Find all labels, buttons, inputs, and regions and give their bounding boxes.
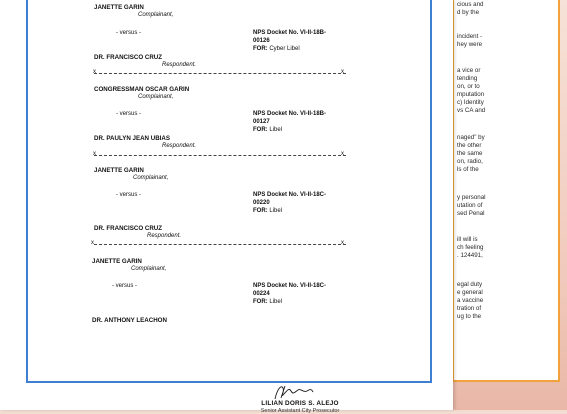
separator-end: x: [341, 240, 344, 246]
separator-line: [94, 155, 346, 156]
respondent-role: Respondent.: [147, 233, 182, 239]
docket-number-cont: 00127: [253, 119, 270, 125]
for-label: FOR:: [253, 299, 268, 305]
versus-label: - versus -: [116, 192, 142, 198]
offense-line: [253, 46, 300, 53]
versus-label: - versus -: [116, 30, 142, 36]
back-page-line: a vaccine: [457, 297, 484, 304]
docket-number: NPS Docket No. VI-II-18B-: [253, 30, 327, 36]
back-page-line: the other: [457, 142, 482, 149]
back-page-line: naged" by: [457, 134, 485, 141]
back-page-line: the same: [457, 150, 483, 157]
separator-end: x: [341, 151, 344, 157]
offense-value: Libel: [269, 299, 283, 305]
complainant-role: Complainant,: [138, 12, 174, 18]
docket-number-cont: 00224: [253, 291, 270, 297]
respondent-role: Respondent.: [162, 143, 197, 149]
signature-scribble-icon: [245, 382, 355, 402]
offense-value: Libel: [269, 208, 283, 214]
for-label: FOR:: [253, 127, 268, 133]
back-page-line: egal duty: [457, 281, 483, 288]
signatory-name: LILIAN DORIS S. ALEJO: [261, 400, 339, 407]
docket-number: NPS Docket No. VI-II-18C-: [253, 283, 327, 289]
separator-start: x: [91, 240, 94, 246]
docket-number-cont: 00220: [253, 200, 270, 206]
background-document-page: [452, 0, 560, 382]
separator-line: [94, 73, 346, 74]
back-page-line: tending: [457, 75, 478, 82]
docket-number: NPS Docket No. VI-II-18B-: [253, 111, 327, 117]
back-page-line: sed Penal: [457, 210, 485, 217]
complainant-name: JANETTE GARIN: [92, 258, 142, 265]
back-page-line: vs CA and: [457, 107, 486, 114]
offense-line: [253, 208, 282, 215]
separator-end: x: [341, 69, 344, 75]
offense-value: Cyber Libel: [269, 46, 300, 52]
back-page-line: tration of: [457, 305, 482, 312]
back-page-line: on, or to: [457, 83, 480, 90]
versus-label: - versus -: [112, 283, 138, 289]
respondent-role: Respondent.: [162, 62, 197, 68]
back-page-line: mputation: [457, 91, 485, 98]
complainant-name: CONGRESSMAN OSCAR GARIN: [94, 86, 190, 93]
offense-value: Libel: [269, 127, 283, 133]
separator-start: x: [93, 69, 96, 75]
for-label: FOR:: [253, 46, 268, 52]
complainant-name: JANETTE GARIN: [94, 4, 144, 11]
back-page-line: e general: [457, 289, 483, 296]
back-page-line: ch feeling: [457, 244, 484, 251]
back-page-line: on, radio,: [457, 158, 483, 165]
back-page-line: . 124491,: [457, 252, 483, 259]
docket-number-cont: 00126: [253, 38, 270, 44]
respondent-name: DR. FRANCISCO CRUZ: [94, 225, 163, 232]
back-page-line: utation of: [457, 202, 483, 209]
complainant-role: Complainant,: [138, 94, 174, 100]
respondent-name: DR. FRANCISCO CRUZ: [94, 54, 163, 61]
complainant-role: Complainant,: [131, 266, 167, 272]
back-page-line: y personal: [457, 194, 486, 201]
respondent-name: DR. PAULYN JEAN UBIAS: [94, 135, 170, 142]
back-page-line: d by the: [457, 9, 480, 16]
for-label: FOR:: [253, 208, 268, 214]
respondent-name: DR. ANTHONY LEACHON: [92, 317, 167, 324]
docket-number: NPS Docket No. VI-II-18C-: [253, 192, 327, 198]
back-page-line: incident -: [457, 33, 483, 40]
offense-line: [253, 127, 282, 134]
back-page-line: a vice or: [457, 67, 481, 74]
separator-start: x: [93, 151, 96, 157]
back-page-line: ug to the: [457, 313, 482, 320]
back-page-line: cious and: [457, 1, 484, 8]
case-caption-box: [26, 0, 432, 383]
signatory-title: Senior Assistant City Prosecutor: [260, 408, 340, 414]
offense-line: [253, 299, 282, 306]
back-page-line: c) Identity: [457, 99, 484, 106]
versus-label: - versus -: [116, 111, 142, 117]
back-page-line: hey were: [457, 41, 483, 48]
complainant-name: JANETTE GARIN: [94, 167, 144, 174]
back-page-line: ill will is: [457, 236, 478, 243]
signature-block: [245, 384, 355, 414]
separator-line: [94, 244, 346, 245]
complainant-role: Complainant,: [133, 175, 169, 181]
back-page-line: ls of the: [457, 166, 479, 173]
